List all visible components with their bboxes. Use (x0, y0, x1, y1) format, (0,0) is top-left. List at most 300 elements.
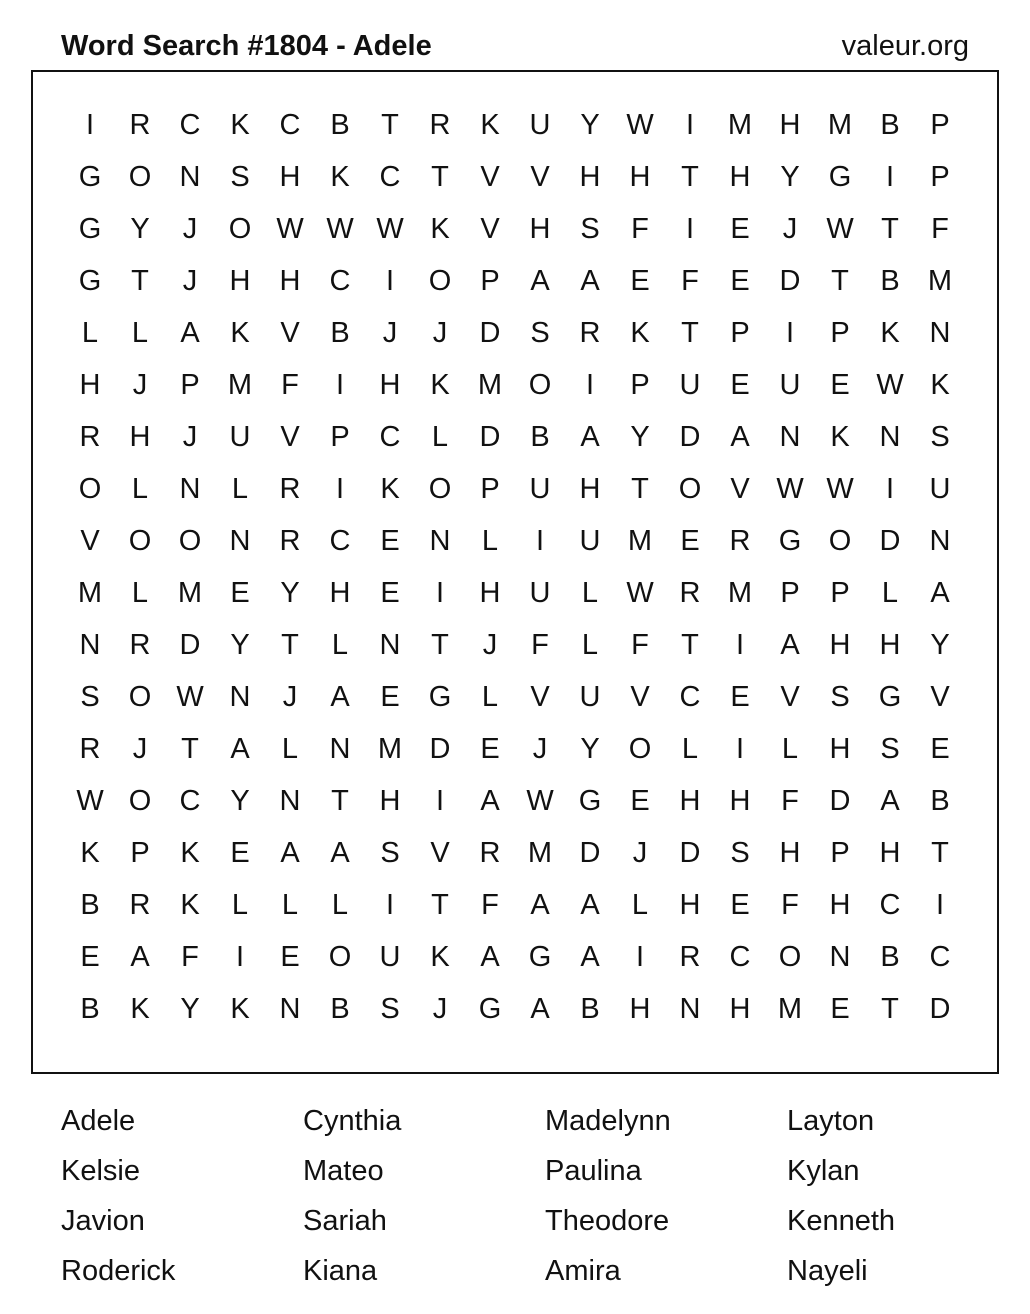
grid-letter[interactable]: I (435, 784, 445, 817)
grid-letter[interactable]: L (481, 524, 499, 557)
grid-letter[interactable]: S (930, 420, 950, 453)
grid-letter[interactable]: F (781, 888, 799, 921)
grid-letter[interactable]: G (78, 160, 102, 193)
grid-letter[interactable]: C (179, 784, 201, 817)
grid-letter[interactable]: E (730, 264, 750, 297)
grid-letter[interactable]: O (328, 940, 352, 973)
grid-letter[interactable]: U (529, 472, 551, 505)
grid-letter[interactable]: C (329, 264, 351, 297)
grid-letter[interactable]: P (930, 160, 950, 193)
grid-letter[interactable]: T (631, 472, 649, 505)
grid-letter[interactable]: E (280, 940, 300, 973)
grid-letter[interactable]: J (432, 992, 448, 1025)
grid-letter[interactable]: O (228, 212, 252, 245)
grid-letter[interactable]: S (380, 836, 400, 869)
grid-letter[interactable]: O (528, 368, 552, 401)
grid-letter[interactable]: E (730, 680, 750, 713)
grid-letter[interactable]: W (876, 368, 904, 401)
grid-letter[interactable]: A (330, 836, 350, 869)
grid-letter[interactable]: S (880, 732, 900, 765)
grid-letter[interactable]: H (729, 992, 751, 1025)
grid-letter[interactable]: N (929, 524, 951, 557)
grid-letter[interactable]: M (377, 732, 403, 765)
grid-letter[interactable]: D (679, 836, 701, 869)
grid-letter[interactable]: H (779, 108, 801, 141)
grid-letter[interactable]: J (182, 264, 198, 297)
grid-letter[interactable]: K (830, 420, 850, 453)
grid-letter[interactable]: B (880, 940, 900, 973)
grid-letter[interactable]: M (727, 108, 753, 141)
grid-letter[interactable]: W (826, 472, 854, 505)
grid-letter[interactable]: E (730, 212, 750, 245)
grid-letter[interactable]: B (880, 108, 900, 141)
grid-letter[interactable]: R (479, 836, 501, 869)
grid-letter[interactable]: I (435, 576, 445, 609)
grid-letter[interactable]: H (829, 888, 851, 921)
grid-letter[interactable]: T (181, 732, 199, 765)
grid-letter[interactable]: T (681, 316, 699, 349)
grid-letter[interactable]: H (479, 576, 501, 609)
grid-letter[interactable]: D (429, 732, 451, 765)
grid-letter[interactable]: I (735, 732, 745, 765)
grid-letter[interactable]: I (635, 940, 645, 973)
grid-letter[interactable]: J (782, 212, 798, 245)
grid-letter[interactable]: E (380, 524, 400, 557)
grid-letter[interactable]: G (78, 264, 102, 297)
grid-letter[interactable]: H (279, 160, 301, 193)
grid-letter[interactable]: W (526, 784, 554, 817)
grid-letter[interactable]: D (479, 420, 501, 453)
grid-letter[interactable]: G (828, 160, 852, 193)
grid-letter[interactable]: J (382, 316, 398, 349)
grid-letter[interactable]: J (432, 316, 448, 349)
grid-letter[interactable]: R (79, 732, 101, 765)
grid-letter[interactable]: H (729, 784, 751, 817)
grid-letter[interactable]: I (785, 316, 795, 349)
grid-letter[interactable]: W (326, 212, 354, 245)
grid-letter[interactable]: Y (630, 420, 650, 453)
grid-letter[interactable]: O (78, 472, 102, 505)
grid-letter[interactable]: V (280, 420, 300, 453)
grid-letter[interactable]: O (178, 524, 202, 557)
grid-letter[interactable]: A (130, 940, 150, 973)
grid-letter[interactable]: W (776, 472, 804, 505)
grid-letter[interactable]: L (331, 628, 349, 661)
grid-letter[interactable]: L (231, 472, 249, 505)
grid-letter[interactable]: C (729, 940, 751, 973)
grid-letter[interactable]: I (685, 108, 695, 141)
grid-letter[interactable]: G (778, 524, 802, 557)
grid-letter[interactable]: D (679, 420, 701, 453)
grid-letter[interactable]: Y (130, 212, 150, 245)
grid-letter[interactable]: G (878, 680, 902, 713)
grid-letter[interactable]: T (681, 628, 699, 661)
grid-letter[interactable]: N (279, 784, 301, 817)
grid-letter[interactable]: O (628, 732, 652, 765)
grid-letter[interactable]: N (379, 628, 401, 661)
grid-letter[interactable]: B (930, 784, 950, 817)
grid-letter[interactable]: L (231, 888, 249, 921)
grid-letter[interactable]: T (281, 628, 299, 661)
grid-letter[interactable]: F (481, 888, 499, 921)
grid-letter[interactable]: U (929, 472, 951, 505)
grid-letter[interactable]: I (535, 524, 545, 557)
grid-letter[interactable]: E (730, 368, 750, 401)
grid-letter[interactable]: K (430, 940, 450, 973)
grid-letter[interactable]: Y (230, 784, 250, 817)
grid-letter[interactable]: V (480, 160, 500, 193)
grid-letter[interactable]: R (129, 888, 151, 921)
grid-letter[interactable]: W (376, 212, 404, 245)
grid-letter[interactable]: M (777, 992, 803, 1025)
grid-letter[interactable]: I (335, 368, 345, 401)
grid-letter[interactable]: L (131, 576, 149, 609)
grid-letter[interactable]: H (729, 160, 751, 193)
grid-letter[interactable]: P (830, 576, 850, 609)
grid-letter[interactable]: D (479, 316, 501, 349)
grid-letter[interactable]: N (679, 992, 701, 1025)
grid-letter[interactable]: I (735, 628, 745, 661)
grid-letter[interactable]: K (330, 160, 350, 193)
grid-letter[interactable]: H (879, 628, 901, 661)
grid-letter[interactable]: T (681, 160, 699, 193)
grid-letter[interactable]: Y (780, 160, 800, 193)
grid-letter[interactable]: K (930, 368, 950, 401)
grid-letter[interactable]: M (477, 368, 503, 401)
grid-letter[interactable]: L (281, 888, 299, 921)
grid-letter[interactable]: C (329, 524, 351, 557)
grid-letter[interactable]: I (335, 472, 345, 505)
grid-letter[interactable]: C (179, 108, 201, 141)
grid-letter[interactable]: U (779, 368, 801, 401)
grid-letter[interactable]: E (630, 264, 650, 297)
grid-letter[interactable]: G (578, 784, 602, 817)
grid-letter[interactable]: O (428, 472, 452, 505)
grid-letter[interactable]: A (580, 940, 600, 973)
grid-letter[interactable]: I (85, 108, 95, 141)
grid-letter[interactable]: H (129, 420, 151, 453)
grid-letter[interactable]: I (585, 368, 595, 401)
grid-letter[interactable]: K (80, 836, 100, 869)
grid-letter[interactable]: H (279, 264, 301, 297)
grid-letter[interactable]: O (778, 940, 802, 973)
grid-letter[interactable]: V (530, 160, 550, 193)
grid-letter[interactable]: J (532, 732, 548, 765)
grid-letter[interactable]: N (779, 420, 801, 453)
grid-letter[interactable]: N (879, 420, 901, 453)
grid-letter[interactable]: I (235, 940, 245, 973)
grid-letter[interactable]: I (385, 264, 395, 297)
grid-letter[interactable]: K (180, 888, 200, 921)
grid-letter[interactable]: M (177, 576, 203, 609)
grid-letter[interactable]: B (80, 992, 100, 1025)
grid-letter[interactable]: F (181, 940, 199, 973)
grid-letter[interactable]: F (531, 628, 549, 661)
grid-letter[interactable]: M (627, 524, 653, 557)
grid-letter[interactable]: K (880, 316, 900, 349)
grid-letter[interactable]: V (780, 680, 800, 713)
grid-letter[interactable]: F (781, 784, 799, 817)
grid-letter[interactable]: P (630, 368, 650, 401)
grid-letter[interactable]: Y (580, 108, 600, 141)
grid-letter[interactable]: A (880, 784, 900, 817)
grid-letter[interactable]: K (230, 992, 250, 1025)
grid-letter[interactable]: K (430, 212, 450, 245)
grid-letter[interactable]: U (379, 940, 401, 973)
grid-letter[interactable]: R (279, 472, 301, 505)
grid-letter[interactable]: S (380, 992, 400, 1025)
grid-letter[interactable]: I (385, 888, 395, 921)
grid-letter[interactable]: N (229, 680, 251, 713)
grid-letter[interactable]: B (330, 108, 350, 141)
grid-letter[interactable]: A (530, 888, 550, 921)
grid-letter[interactable]: B (530, 420, 550, 453)
grid-letter[interactable]: H (879, 836, 901, 869)
grid-letter[interactable]: A (930, 576, 950, 609)
grid-letter[interactable]: P (480, 264, 500, 297)
grid-letter[interactable]: V (930, 680, 950, 713)
grid-letter[interactable]: L (631, 888, 649, 921)
grid-letter[interactable]: A (730, 420, 750, 453)
grid-letter[interactable]: A (580, 264, 600, 297)
grid-letter[interactable]: I (935, 888, 945, 921)
grid-letter[interactable]: E (230, 576, 250, 609)
grid-letter[interactable]: G (528, 940, 552, 973)
grid-letter[interactable]: W (76, 784, 104, 817)
grid-letter[interactable]: O (128, 524, 152, 557)
grid-letter[interactable]: H (529, 212, 551, 245)
grid-letter[interactable]: E (930, 732, 950, 765)
grid-letter[interactable]: A (480, 784, 500, 817)
grid-letter[interactable]: F (631, 628, 649, 661)
grid-letter[interactable]: P (480, 472, 500, 505)
grid-letter[interactable]: T (381, 108, 399, 141)
grid-letter[interactable]: T (131, 264, 149, 297)
grid-letter[interactable]: O (678, 472, 702, 505)
grid-letter[interactable]: L (881, 576, 899, 609)
grid-letter[interactable]: L (481, 680, 499, 713)
grid-letter[interactable]: S (730, 836, 750, 869)
grid-letter[interactable]: W (826, 212, 854, 245)
grid-letter[interactable]: P (930, 108, 950, 141)
grid-letter[interactable]: K (430, 368, 450, 401)
grid-letter[interactable]: H (329, 576, 351, 609)
grid-letter[interactable]: F (681, 264, 699, 297)
grid-letter[interactable]: B (580, 992, 600, 1025)
grid-letter[interactable]: T (431, 888, 449, 921)
grid-letter[interactable]: J (482, 628, 498, 661)
grid-letter[interactable]: I (885, 472, 895, 505)
grid-letter[interactable]: H (229, 264, 251, 297)
grid-letter[interactable]: K (630, 316, 650, 349)
grid-letter[interactable]: V (280, 316, 300, 349)
grid-letter[interactable]: T (331, 784, 349, 817)
grid-letter[interactable]: H (679, 784, 701, 817)
grid-letter[interactable]: L (781, 732, 799, 765)
grid-letter[interactable]: N (429, 524, 451, 557)
grid-letter[interactable]: C (879, 888, 901, 921)
grid-letter[interactable]: J (132, 732, 148, 765)
grid-letter[interactable]: S (80, 680, 100, 713)
grid-letter[interactable]: A (280, 836, 300, 869)
grid-letter[interactable]: A (580, 420, 600, 453)
grid-letter[interactable]: J (632, 836, 648, 869)
grid-letter[interactable]: L (81, 316, 99, 349)
grid-letter[interactable]: G (428, 680, 452, 713)
grid-letter[interactable]: U (579, 680, 601, 713)
grid-letter[interactable]: O (128, 160, 152, 193)
grid-letter[interactable]: L (431, 420, 449, 453)
grid-letter[interactable]: L (131, 472, 149, 505)
grid-letter[interactable]: R (679, 940, 701, 973)
grid-letter[interactable]: M (927, 264, 953, 297)
grid-letter[interactable]: Y (930, 628, 950, 661)
grid-letter[interactable]: V (530, 680, 550, 713)
grid-letter[interactable]: V (430, 836, 450, 869)
grid-letter[interactable]: H (829, 732, 851, 765)
grid-letter[interactable]: Y (280, 576, 300, 609)
grid-letter[interactable]: L (281, 732, 299, 765)
grid-letter[interactable]: L (581, 576, 599, 609)
grid-letter[interactable]: R (679, 576, 701, 609)
grid-letter[interactable]: W (276, 212, 304, 245)
grid-letter[interactable]: E (730, 888, 750, 921)
grid-letter[interactable]: J (182, 212, 198, 245)
grid-letter[interactable]: D (179, 628, 201, 661)
grid-letter[interactable]: K (480, 108, 500, 141)
grid-letter[interactable]: J (282, 680, 298, 713)
grid-letter[interactable]: U (529, 576, 551, 609)
grid-letter[interactable]: E (80, 940, 100, 973)
grid-letter[interactable]: U (229, 420, 251, 453)
grid-letter[interactable]: H (379, 368, 401, 401)
grid-letter[interactable]: L (581, 628, 599, 661)
grid-letter[interactable]: V (730, 472, 750, 505)
grid-letter[interactable]: U (679, 368, 701, 401)
grid-letter[interactable]: K (230, 108, 250, 141)
grid-letter[interactable]: M (827, 108, 853, 141)
grid-letter[interactable]: J (182, 420, 198, 453)
grid-letter[interactable]: M (77, 576, 103, 609)
grid-letter[interactable]: P (130, 836, 150, 869)
grid-letter[interactable]: H (579, 160, 601, 193)
grid-letter[interactable]: P (730, 316, 750, 349)
grid-letter[interactable]: R (279, 524, 301, 557)
grid-letter[interactable]: N (279, 992, 301, 1025)
grid-letter[interactable]: E (380, 680, 400, 713)
grid-letter[interactable]: I (885, 160, 895, 193)
grid-letter[interactable]: P (830, 836, 850, 869)
grid-letter[interactable]: Y (230, 628, 250, 661)
grid-letter[interactable]: V (630, 680, 650, 713)
grid-letter[interactable]: R (79, 420, 101, 453)
grid-letter[interactable]: D (879, 524, 901, 557)
grid-letter[interactable]: F (281, 368, 299, 401)
grid-letter[interactable]: T (831, 264, 849, 297)
grid-letter[interactable]: A (230, 732, 250, 765)
grid-letter[interactable]: C (379, 420, 401, 453)
grid-letter[interactable]: S (230, 160, 250, 193)
grid-letter[interactable]: U (529, 108, 551, 141)
grid-letter[interactable]: B (880, 264, 900, 297)
grid-letter[interactable]: W (626, 108, 654, 141)
grid-letter[interactable]: B (80, 888, 100, 921)
grid-letter[interactable]: O (128, 680, 152, 713)
grid-letter[interactable]: I (685, 212, 695, 245)
grid-letter[interactable]: O (128, 784, 152, 817)
grid-letter[interactable]: E (230, 836, 250, 869)
grid-letter[interactable]: G (78, 212, 102, 245)
grid-letter[interactable]: N (79, 628, 101, 661)
grid-letter[interactable]: R (729, 524, 751, 557)
grid-letter[interactable]: J (132, 368, 148, 401)
grid-letter[interactable]: D (929, 992, 951, 1025)
grid-letter[interactable]: A (580, 888, 600, 921)
grid-letter[interactable]: M (227, 368, 253, 401)
grid-letter[interactable]: Y (580, 732, 600, 765)
grid-letter[interactable]: B (330, 992, 350, 1025)
grid-letter[interactable]: T (881, 212, 899, 245)
grid-letter[interactable]: H (679, 888, 701, 921)
grid-letter[interactable]: Y (180, 992, 200, 1025)
grid-letter[interactable]: S (830, 680, 850, 713)
grid-letter[interactable]: C (279, 108, 301, 141)
grid-letter[interactable]: K (230, 316, 250, 349)
grid-letter[interactable]: N (179, 472, 201, 505)
grid-letter[interactable]: W (626, 576, 654, 609)
grid-letter[interactable]: L (681, 732, 699, 765)
grid-letter[interactable]: T (431, 628, 449, 661)
grid-letter[interactable]: L (131, 316, 149, 349)
grid-letter[interactable]: E (680, 524, 700, 557)
grid-letter[interactable]: H (79, 368, 101, 401)
grid-letter[interactable]: P (780, 576, 800, 609)
grid-letter[interactable]: E (480, 732, 500, 765)
grid-letter[interactable]: N (179, 160, 201, 193)
grid-letter[interactable]: A (530, 264, 550, 297)
grid-letter[interactable]: N (229, 524, 251, 557)
grid-letter[interactable]: A (530, 992, 550, 1025)
grid-letter[interactable]: T (881, 992, 899, 1025)
grid-letter[interactable]: N (829, 940, 851, 973)
grid-letter[interactable]: A (330, 680, 350, 713)
grid-letter[interactable]: H (779, 836, 801, 869)
grid-letter[interactable]: C (929, 940, 951, 973)
grid-letter[interactable]: H (829, 628, 851, 661)
grid-letter[interactable]: E (630, 784, 650, 817)
grid-letter[interactable]: C (679, 680, 701, 713)
grid-letter[interactable]: W (176, 680, 204, 713)
grid-letter[interactable]: B (330, 316, 350, 349)
grid-letter[interactable]: M (727, 576, 753, 609)
grid-letter[interactable]: O (428, 264, 452, 297)
grid-letter[interactable]: H (629, 992, 651, 1025)
grid-letter[interactable]: D (829, 784, 851, 817)
grid-letter[interactable]: E (380, 576, 400, 609)
grid-letter[interactable]: E (830, 368, 850, 401)
grid-letter[interactable]: H (629, 160, 651, 193)
grid-letter[interactable]: E (830, 992, 850, 1025)
grid-letter[interactable]: R (429, 108, 451, 141)
grid-letter[interactable]: D (579, 836, 601, 869)
grid-letter[interactable]: R (129, 108, 151, 141)
grid-letter[interactable]: N (329, 732, 351, 765)
grid-letter[interactable]: P (330, 420, 350, 453)
grid-letter[interactable]: F (931, 212, 949, 245)
grid-letter[interactable]: S (530, 316, 550, 349)
grid-letter[interactable]: V (80, 524, 100, 557)
grid-letter[interactable]: U (579, 524, 601, 557)
